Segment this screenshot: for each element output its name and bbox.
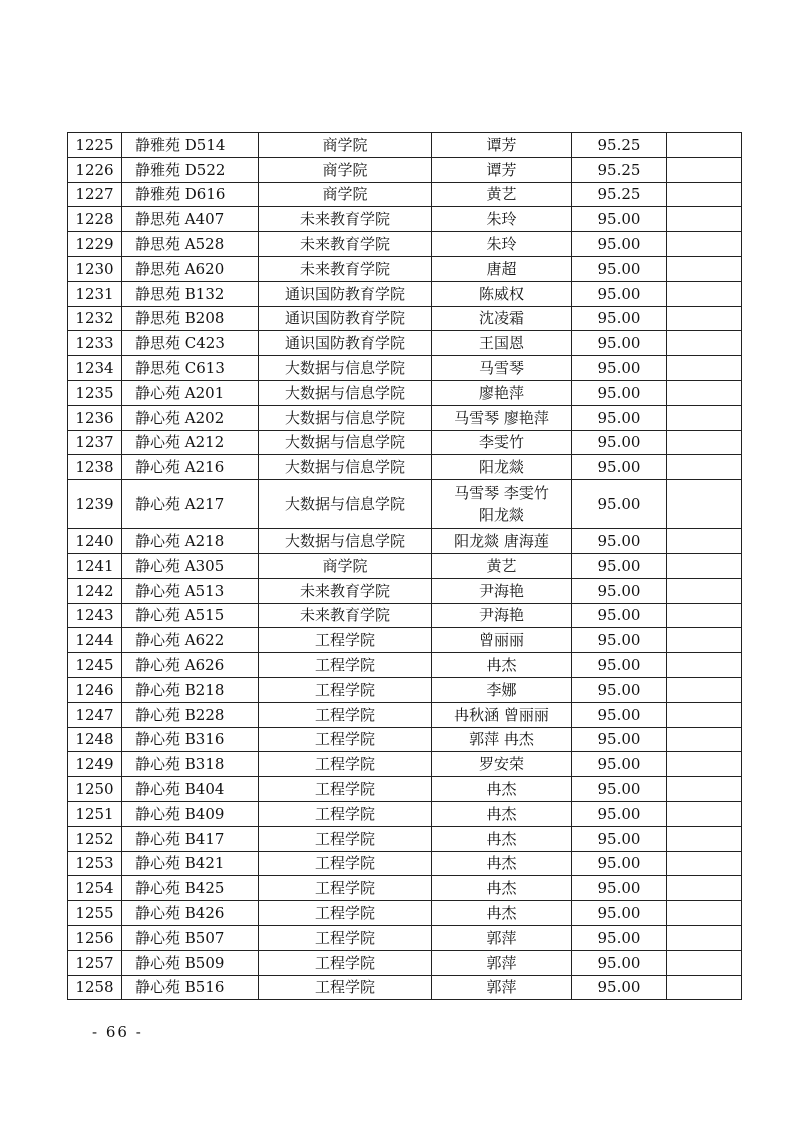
- table-row: [68, 182, 742, 207]
- score-cell: 95.25: [572, 133, 667, 158]
- row-number-cell: 1256: [68, 925, 122, 950]
- counselor-cell: 王国恩: [432, 331, 572, 356]
- note-cell: [667, 380, 742, 405]
- dorm-room-cell: 静心苑 A305: [122, 553, 259, 578]
- row-number-cell: 1226: [68, 157, 122, 182]
- row-number-cell: 1257: [68, 950, 122, 975]
- dorm-room-cell: 静雅苑 D522: [122, 157, 259, 182]
- score-cell: 95.00: [572, 603, 667, 628]
- row-number-cell: 1239: [68, 480, 122, 529]
- note-cell: [667, 653, 742, 678]
- note-cell: [667, 232, 742, 257]
- dorm-room-cell: 静心苑 B316: [122, 727, 259, 752]
- note-cell: [667, 777, 742, 802]
- table-row: [68, 826, 742, 851]
- score-cell: 95.25: [572, 157, 667, 182]
- table-row: [68, 653, 742, 678]
- college-cell: 工程学院: [259, 727, 432, 752]
- college-cell: 未来教育学院: [259, 256, 432, 281]
- dormitory-score-table: [67, 132, 742, 1000]
- note-cell: [667, 331, 742, 356]
- score-cell: 95.00: [572, 430, 667, 455]
- dorm-room-cell: 静心苑 A201: [122, 380, 259, 405]
- row-number-cell: 1246: [68, 677, 122, 702]
- table-row: [68, 901, 742, 926]
- counselor-cell: 冉杰: [432, 901, 572, 926]
- score-cell: 95.00: [572, 578, 667, 603]
- counselor-cell: 马雪琴 李雯竹 阳龙燚: [432, 480, 572, 529]
- table-row: [68, 578, 742, 603]
- college-cell: 大数据与信息学院: [259, 455, 432, 480]
- table-body: [68, 133, 742, 1000]
- table-row: [68, 356, 742, 381]
- counselor-cell: 黄艺: [432, 182, 572, 207]
- score-cell: 95.00: [572, 628, 667, 653]
- score-cell: 95.00: [572, 553, 667, 578]
- row-number-cell: 1249: [68, 752, 122, 777]
- score-cell: 95.00: [572, 727, 667, 752]
- college-cell: 工程学院: [259, 876, 432, 901]
- score-cell: 95.00: [572, 950, 667, 975]
- college-cell: 工程学院: [259, 752, 432, 777]
- row-number-cell: 1242: [68, 578, 122, 603]
- counselor-cell: 陈威权: [432, 281, 572, 306]
- note-cell: [667, 950, 742, 975]
- page-number: - 66 -: [92, 1023, 143, 1041]
- table-row: [68, 975, 742, 1000]
- counselor-cell: 朱玲: [432, 232, 572, 257]
- row-number-cell: 1241: [68, 553, 122, 578]
- row-number-cell: 1240: [68, 529, 122, 554]
- college-cell: 大数据与信息学院: [259, 356, 432, 381]
- score-cell: 95.00: [572, 925, 667, 950]
- note-cell: [667, 727, 742, 752]
- counselor-cell: 阳龙燚: [432, 455, 572, 480]
- score-cell: 95.00: [572, 777, 667, 802]
- college-cell: 未来教育学院: [259, 603, 432, 628]
- score-cell: 95.00: [572, 356, 667, 381]
- dorm-room-cell: 静心苑 B426: [122, 901, 259, 926]
- counselor-cell: 郭萍: [432, 925, 572, 950]
- table-row: [68, 405, 742, 430]
- counselor-cell: 谭芳: [432, 157, 572, 182]
- dorm-room-cell: 静思苑 A528: [122, 232, 259, 257]
- dorm-room-cell: 静思苑 C613: [122, 356, 259, 381]
- score-cell: 95.00: [572, 380, 667, 405]
- dorm-room-cell: 静心苑 B516: [122, 975, 259, 1000]
- counselor-cell: 冉杰: [432, 653, 572, 678]
- dorm-room-cell: 静心苑 A622: [122, 628, 259, 653]
- table-row: [68, 727, 742, 752]
- dorm-room-cell: 静心苑 B421: [122, 851, 259, 876]
- counselor-cell: 马雪琴 廖艳萍: [432, 405, 572, 430]
- note-cell: [667, 801, 742, 826]
- college-cell: 商学院: [259, 157, 432, 182]
- score-cell: 95.00: [572, 232, 667, 257]
- row-number-cell: 1255: [68, 901, 122, 926]
- table-row: [68, 925, 742, 950]
- note-cell: [667, 529, 742, 554]
- college-cell: 通识国防教育学院: [259, 281, 432, 306]
- score-cell: 95.00: [572, 801, 667, 826]
- dorm-room-cell: 静心苑 B425: [122, 876, 259, 901]
- note-cell: [667, 306, 742, 331]
- note-cell: [667, 553, 742, 578]
- row-number-cell: 1232: [68, 306, 122, 331]
- table-row: [68, 801, 742, 826]
- counselor-cell: 黄艺: [432, 553, 572, 578]
- row-number-cell: 1234: [68, 356, 122, 381]
- score-cell: 95.00: [572, 281, 667, 306]
- counselor-cell: 冉杰: [432, 801, 572, 826]
- counselor-cell: 冉杰: [432, 826, 572, 851]
- college-cell: 大数据与信息学院: [259, 529, 432, 554]
- college-cell: 工程学院: [259, 653, 432, 678]
- table-row: [68, 455, 742, 480]
- dorm-room-cell: 静心苑 A216: [122, 455, 259, 480]
- note-cell: [667, 281, 742, 306]
- dorm-room-cell: 静心苑 B404: [122, 777, 259, 802]
- score-cell: 95.00: [572, 901, 667, 926]
- table-row: [68, 603, 742, 628]
- dorm-room-cell: 静思苑 B208: [122, 306, 259, 331]
- score-cell: 95.00: [572, 826, 667, 851]
- row-number-cell: 1254: [68, 876, 122, 901]
- note-cell: [667, 480, 742, 529]
- table-row: [68, 157, 742, 182]
- score-cell: 95.00: [572, 455, 667, 480]
- table-row: [68, 777, 742, 802]
- college-cell: 商学院: [259, 553, 432, 578]
- table-row: [68, 480, 742, 529]
- dorm-room-cell: 静心苑 B417: [122, 826, 259, 851]
- table-row: [68, 133, 742, 158]
- college-cell: 商学院: [259, 133, 432, 158]
- row-number-cell: 1238: [68, 455, 122, 480]
- dorm-room-cell: 静雅苑 D514: [122, 133, 259, 158]
- note-cell: [667, 752, 742, 777]
- note-cell: [667, 133, 742, 158]
- table-row: [68, 529, 742, 554]
- row-number-cell: 1235: [68, 380, 122, 405]
- table-row: [68, 256, 742, 281]
- dorm-room-cell: 静心苑 B318: [122, 752, 259, 777]
- note-cell: [667, 677, 742, 702]
- score-cell: 95.00: [572, 331, 667, 356]
- college-cell: 大数据与信息学院: [259, 480, 432, 529]
- row-number-cell: 1247: [68, 702, 122, 727]
- counselor-cell: 阳龙燚 唐海莲: [432, 529, 572, 554]
- row-number-cell: 1228: [68, 207, 122, 232]
- note-cell: [667, 628, 742, 653]
- dorm-room-cell: 静心苑 A626: [122, 653, 259, 678]
- row-number-cell: 1237: [68, 430, 122, 455]
- note-cell: [667, 455, 742, 480]
- note-cell: [667, 826, 742, 851]
- college-cell: 商学院: [259, 182, 432, 207]
- table-row: [68, 851, 742, 876]
- note-cell: [667, 603, 742, 628]
- dorm-room-cell: 静心苑 A515: [122, 603, 259, 628]
- score-cell: 95.00: [572, 702, 667, 727]
- college-cell: 未来教育学院: [259, 207, 432, 232]
- table-row: [68, 207, 742, 232]
- college-cell: 大数据与信息学院: [259, 430, 432, 455]
- table-row: [68, 380, 742, 405]
- dorm-room-cell: 静心苑 A217: [122, 480, 259, 529]
- score-cell: 95.00: [572, 405, 667, 430]
- counselor-cell: 廖艳萍: [432, 380, 572, 405]
- dorm-room-cell: 静思苑 B132: [122, 281, 259, 306]
- college-cell: 工程学院: [259, 628, 432, 653]
- score-cell: 95.00: [572, 207, 667, 232]
- note-cell: [667, 157, 742, 182]
- counselor-cell: 马雪琴: [432, 356, 572, 381]
- row-number-cell: 1230: [68, 256, 122, 281]
- score-cell: 95.00: [572, 653, 667, 678]
- table-row: [68, 553, 742, 578]
- score-cell: 95.00: [572, 256, 667, 281]
- college-cell: 工程学院: [259, 925, 432, 950]
- score-cell: 95.00: [572, 529, 667, 554]
- dorm-room-cell: 静心苑 B509: [122, 950, 259, 975]
- table-row: [68, 752, 742, 777]
- dorm-room-cell: 静心苑 B409: [122, 801, 259, 826]
- college-cell: 工程学院: [259, 677, 432, 702]
- row-number-cell: 1225: [68, 133, 122, 158]
- note-cell: [667, 876, 742, 901]
- note-cell: [667, 256, 742, 281]
- row-number-cell: 1231: [68, 281, 122, 306]
- counselor-cell: 唐超: [432, 256, 572, 281]
- note-cell: [667, 356, 742, 381]
- dorm-room-cell: 静思苑 A620: [122, 256, 259, 281]
- counselor-cell: 冉杰: [432, 851, 572, 876]
- dorm-room-cell: 静心苑 B218: [122, 677, 259, 702]
- college-cell: 工程学院: [259, 901, 432, 926]
- note-cell: [667, 430, 742, 455]
- dorm-room-cell: 静心苑 B228: [122, 702, 259, 727]
- dorm-room-cell: 静心苑 A212: [122, 430, 259, 455]
- row-number-cell: 1245: [68, 653, 122, 678]
- college-cell: 大数据与信息学院: [259, 405, 432, 430]
- college-cell: 工程学院: [259, 975, 432, 1000]
- row-number-cell: 1252: [68, 826, 122, 851]
- dorm-room-cell: 静心苑 B507: [122, 925, 259, 950]
- row-number-cell: 1258: [68, 975, 122, 1000]
- score-cell: 95.00: [572, 677, 667, 702]
- dorm-room-cell: 静思苑 A407: [122, 207, 259, 232]
- table-row: [68, 628, 742, 653]
- counselor-cell: 冉杰: [432, 777, 572, 802]
- college-cell: 工程学院: [259, 777, 432, 802]
- note-cell: [667, 405, 742, 430]
- score-cell: 95.25: [572, 182, 667, 207]
- row-number-cell: 1229: [68, 232, 122, 257]
- score-cell: 95.00: [572, 851, 667, 876]
- college-cell: 通识国防教育学院: [259, 331, 432, 356]
- counselor-cell: 罗安荣: [432, 752, 572, 777]
- row-number-cell: 1253: [68, 851, 122, 876]
- college-cell: 工程学院: [259, 826, 432, 851]
- counselor-cell: 曾丽丽: [432, 628, 572, 653]
- dorm-room-cell: 静雅苑 D616: [122, 182, 259, 207]
- dorm-room-cell: 静心苑 A513: [122, 578, 259, 603]
- counselor-cell: 冉杰: [432, 876, 572, 901]
- counselor-cell: 冉秋涵 曾丽丽: [432, 702, 572, 727]
- table-row: [68, 306, 742, 331]
- college-cell: 大数据与信息学院: [259, 380, 432, 405]
- score-cell: 95.00: [572, 975, 667, 1000]
- table-row: [68, 331, 742, 356]
- college-cell: 未来教育学院: [259, 578, 432, 603]
- row-number-cell: 1243: [68, 603, 122, 628]
- row-number-cell: 1248: [68, 727, 122, 752]
- counselor-cell: 朱玲: [432, 207, 572, 232]
- note-cell: [667, 702, 742, 727]
- row-number-cell: 1233: [68, 331, 122, 356]
- row-number-cell: 1250: [68, 777, 122, 802]
- counselor-cell: 李雯竹: [432, 430, 572, 455]
- row-number-cell: 1227: [68, 182, 122, 207]
- note-cell: [667, 901, 742, 926]
- counselor-cell: 郭萍: [432, 975, 572, 1000]
- counselor-cell: 谭芳: [432, 133, 572, 158]
- table-row: [68, 876, 742, 901]
- counselor-cell: 郭萍 冉杰: [432, 727, 572, 752]
- score-cell: 95.00: [572, 306, 667, 331]
- note-cell: [667, 925, 742, 950]
- table-row: [68, 950, 742, 975]
- table-row: [68, 430, 742, 455]
- college-cell: 工程学院: [259, 851, 432, 876]
- college-cell: 工程学院: [259, 950, 432, 975]
- table-row: [68, 702, 742, 727]
- college-cell: 工程学院: [259, 702, 432, 727]
- dorm-room-cell: 静思苑 C423: [122, 331, 259, 356]
- row-number-cell: 1236: [68, 405, 122, 430]
- dorm-room-cell: 静心苑 A218: [122, 529, 259, 554]
- dorm-room-cell: 静心苑 A202: [122, 405, 259, 430]
- table-row: [68, 677, 742, 702]
- college-cell: 工程学院: [259, 801, 432, 826]
- counselor-cell: 沈凌霜: [432, 306, 572, 331]
- note-cell: [667, 182, 742, 207]
- note-cell: [667, 975, 742, 1000]
- college-cell: 通识国防教育学院: [259, 306, 432, 331]
- row-number-cell: 1244: [68, 628, 122, 653]
- note-cell: [667, 851, 742, 876]
- note-cell: [667, 207, 742, 232]
- table-row: [68, 232, 742, 257]
- score-cell: 95.00: [572, 876, 667, 901]
- row-number-cell: 1251: [68, 801, 122, 826]
- score-cell: 95.00: [572, 752, 667, 777]
- counselor-cell: 尹海艳: [432, 578, 572, 603]
- college-cell: 未来教育学院: [259, 232, 432, 257]
- counselor-cell: 李娜: [432, 677, 572, 702]
- counselor-cell: 郭萍: [432, 950, 572, 975]
- counselor-cell: 尹海艳: [432, 603, 572, 628]
- table-row: [68, 281, 742, 306]
- score-cell: 95.00: [572, 480, 667, 529]
- note-cell: [667, 578, 742, 603]
